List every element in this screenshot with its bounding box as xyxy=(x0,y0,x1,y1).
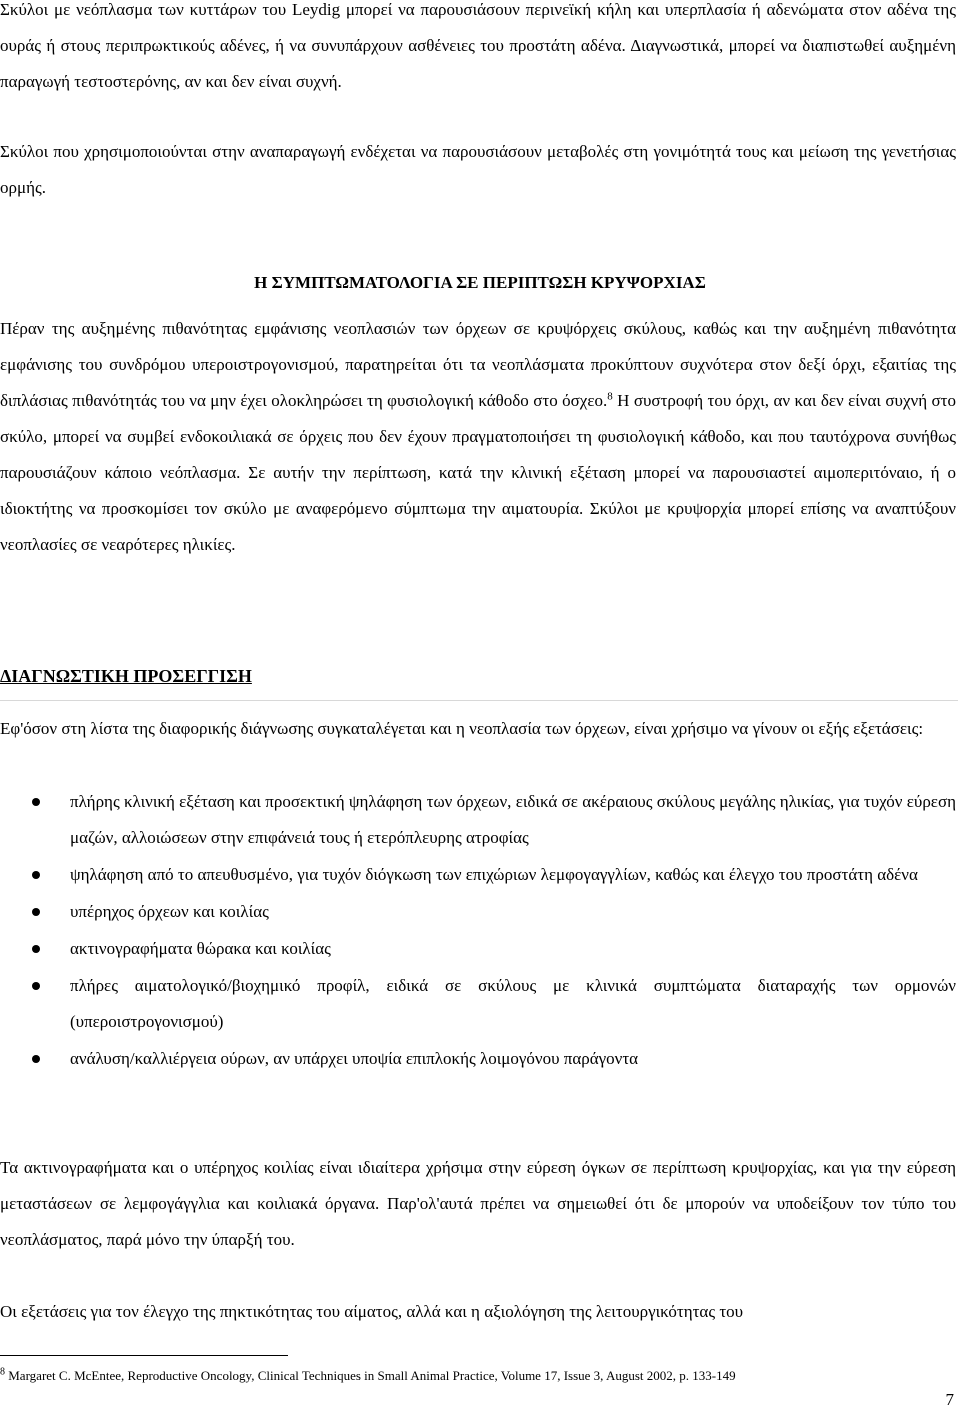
heading-divider xyxy=(0,700,958,701)
footnote-mark: 8 xyxy=(0,1366,5,1378)
bullet-icon xyxy=(32,982,40,990)
list-item-text: πλήρης κλινική εξέταση και προσεκτική ψηλάφηση των όρχεων, ειδικά σε ακέραιους σκύλους μεγάλης ηλικίας, για τυχόν εύρεση μαζών, αλλοιώσεων στην επιφάνειά τους ή ετερόπλευρης ατροφίας xyxy=(70,792,956,847)
bullet-icon xyxy=(32,908,40,916)
list-item xyxy=(0,931,956,967)
heading-diagnostic-approach: ΔΙΑΓΝΩΣΤΙΚΗ ΠΡΟΣΕΓΓΙΣΗ xyxy=(0,666,252,686)
paragraph-exams-intro: Εφ'όσον στη λίστα της διαφορικής διάγνωσης συγκαταλέγεται και η νεοπλασία των όρχεων, είναι χρήσιμο να γίνουν οι εξής εξετάσεις: xyxy=(0,719,924,738)
paragraph-fertility: Σκύλοι που χρησιμοποιούνται στην αναπαραγωγή ενδέχεται να παρουσιάσουν μεταβολές στη γονιμότητά τους και μείωση της γενετήσιας ορμής. xyxy=(0,142,956,197)
footnote-divider xyxy=(0,1355,288,1356)
heading-cryptorchidism-symptoms: Η ΣΥΜΠΤΩΜΑΤΟΛΟΓΙΑ ΣΕ ΠΕΡΙΠΤΩΣΗ ΚΡΥΨΟΡΧΙΑΣ xyxy=(254,273,706,292)
paragraph-imaging: Τα ακτινογραφήματα και ο υπέρηχος κοιλίας είναι ιδιαίτερα χρήσιμα στην εύρεση όγκων σε περίπτωση κρυψορχίας, και για την εύρεση μεταστάσεων σε λεμφογάγγλια και κοιλιακά όργανα. Παρ'ολ'αυτά πρέπει να σημειωθεί ότι δε μπορούν να υποδείξουν τον τύπο του νεοπλάσματος, παρά μόνο την ύπαρξή του. xyxy=(0,1158,956,1249)
paragraph-cryptorchidism-part2: Η συστροφή του όρχι, αν και δεν είναι συχνή στο σκύλο, μπορεί να συμβεί ενδοκοιλιακά σε όρχεις που δεν έχουν πραγματοποιήσει τη φυσιολογική κάθοδο, και που ταυτόχρονα συνήθως παρουσιάζουν κάποιο νεόπλασμα. Σε αυτήν την περίπτωση, κατά την κλινική εξέταση μπορεί να παρουσιαστεί αιμοπεριτόναιο, ή ο ιδιοκτήτης να προσκομίσει τον σκύλο με αναφερόμενο σύμπτωμα την αιματουρία. Σκύλοι με κρυψορχία μπορεί επίσης να αναπτύξουν νεοπλασίες σε νεαρότερες ηλικίες. xyxy=(0,391,956,554)
paragraph-cryptorchidism-part1: Πέραν της αυξημένης πιθανότητας εμφάνισης νεοπλασιών των όρχεων σε κρυψόρχεις σκύλους, καθώς και την αυξημένη πιθανότητα εμφάνισης του συνδρόμου υπεροιστρογονισμού, παρατηρείται ότι τα νεοπλάσματα προκύπτουν συχνότερα στον δεξί όρχι, εξαιτίας της διπλάσιας πιθανότητάς του να μην έχει ολοκληρώσει τη φυσιολογική κάθοδο στο όσχεο. xyxy=(0,319,956,410)
footnote xyxy=(0,1366,736,1386)
bullet-icon xyxy=(32,798,40,806)
list-item xyxy=(0,968,956,1040)
bullet-icon xyxy=(32,1055,40,1063)
bullet-icon xyxy=(32,871,40,879)
list-item-text: ανάλυση/καλλιέργεια ούρων, αν υπάρχει υποψία επιπλοκής λοιμογόνου παράγοντα xyxy=(70,1049,639,1068)
paragraph-leydig: Σκύλοι με νεόπλασμα των κυττάρων του Leydig μπορεί να παρουσιάσουν περινεϊκή κήλη και υπερπλασία ή αδενώματα στον αδένα της ουράς ή στους περιπρωκτικούς αδένες, ή να συνυπάρχουν ασθένειες του προστάτη αδένα. Διαγνωστικά, μπορεί να διαπιστωθεί αυξημένη παραγωγή τεστοστερόνης, αν και δεν είναι συχνή. xyxy=(0,0,956,91)
paragraph-coagulation: Οι εξετάσεις για τον έλεγχο της πηκτικότητας του αίματος, αλλά και η αξιολόγηση της λειτουργικότητας του xyxy=(0,1302,744,1321)
page-number: 7 xyxy=(945,1390,954,1409)
list-item-text: υπέρηχος όρχεων και κοιλίας xyxy=(70,902,269,921)
list-item xyxy=(0,894,956,930)
list-item-text: ψηλάφηση από το απευθυσμένο, για τυχόν διόγκωση των επιχώριων λεμφογαγγλίων, καθώς και έλεγχο του προστάτη αδένα xyxy=(70,865,918,884)
bullet-icon xyxy=(32,945,40,953)
exam-list xyxy=(0,784,956,1078)
footnote-text: Margaret C. McEntee, Reproductive Oncology, Clinical Techniques in Small Animal Practice, Volume 17, Issue 3, August 2002, p. 133-149 xyxy=(5,1368,736,1383)
paragraph-cryptorchidism xyxy=(0,311,956,563)
list-item-text: πλήρες αιματολογικό/βιοχημικό προφίλ, ειδικά σε σκύλους με κλινικά συμπτώματα διαταραχής των ορμονών (υπεροιστρογονισμού) xyxy=(70,976,956,1031)
list-item-text: ακτινογραφήματα θώρακα και κοιλίας xyxy=(70,939,331,958)
list-item xyxy=(0,857,956,893)
list-item xyxy=(0,1041,956,1077)
footnote-reference: 8 xyxy=(607,390,613,403)
list-item xyxy=(0,784,956,856)
